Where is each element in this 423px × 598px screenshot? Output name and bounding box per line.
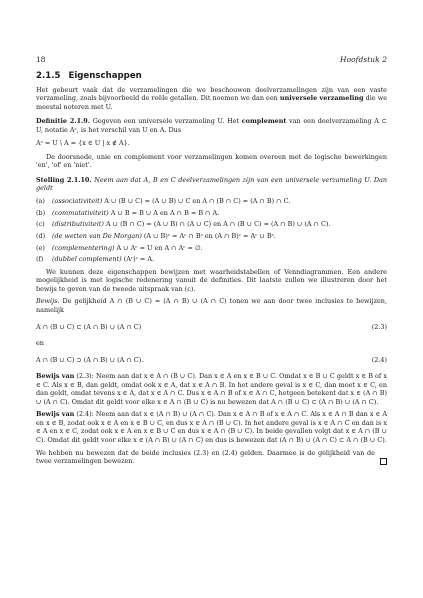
qed-square-icon — [380, 458, 387, 465]
equation-formula: A ∩ (B ∪ C) ⊃ (A ∩ B) ∪ (A ∩ C). — [36, 355, 144, 364]
item-formula: A ∪ B = B ∪ A en A ∩ B = B ∩ A. — [110, 208, 220, 217]
definition-term: complement — [241, 117, 287, 126]
page-number: 18 — [36, 55, 46, 64]
item-name: (complementering) — [52, 243, 115, 252]
intro-text: Het gebeurt vaak dat de verzamelingen die we beschouwen deelverzamelingen zijn van een vaste verzameling, zoals bijvoorbeeld de reële getallen. Dit noemen we dan een — [36, 85, 387, 103]
definition-formula: Aᶜ = U \ A = {x ∈ U | x ∉ A}. — [36, 139, 130, 148]
page-body — [36, 72, 387, 466]
definition-label: Definitie 2.1.9. — [36, 117, 91, 126]
proof-part-label: Bewijs van — [36, 410, 75, 419]
item-formula: A ∪ Aᶜ = U en A ∩ Aᶜ = ∅. — [116, 243, 203, 252]
chapter-title: Hoofdstuk 2 — [340, 55, 387, 64]
item-formula: (Aᶜ)ᶜ = A. — [123, 255, 155, 264]
definition-text-2: van een deelverzameling A ⊂ U, notatie Aᶜ, is het verschil van U en A. Dus — [36, 117, 388, 134]
item-label: (c) — [36, 220, 45, 229]
theorem — [36, 176, 387, 193]
proof-part-ref: (2.3): — [76, 372, 94, 381]
proof-part-text: Neem aan dat x ∈ A ∩ (B ∪ C). Dan x ∈ A en x ∈ B ∪ C. Omdat x ∈ B ∪ C geldt x ∈ B of x ∈ C. Als x ∈ B, dan geldt, omdat ook x ∈ A, dat x ∈ A ∩ B. In het andere geval is x ∈ C, dan moet x ∈ C, en dan geldt, omdat tevens x ∈ A, dat x ∈ A ∩ C. Dus x ∈ A ∩ B of x ∈ A ∩ C, hetgeen betekent dat x ∈ (A ∩ B) ∪ (A ∩ C). Omdat dit geldt voor elke x ∈ A ∩ (B ∪ C) is nu bewezen dat A ∩ (B ∪ C) ⊂ (A ∩ B) ∪ (A ∩ C). — [36, 372, 388, 406]
intro-term: universele verzameling — [279, 94, 364, 103]
proof-part-text: Neem aan dat x ∈ (A ∩ B) ∪ (A ∩ C). Dan x ∈ A ∩ B of x ∈ A ∩ C. Als x ∈ A ∩ B dan x ∈ A en x ∈ B, zodat ook x ∈ A en x ∈ B ∪ C, en dus x ∈ A ∩ (B ∪ C). In het andere geval is x ∈ A ∩ C en dan is x ∈ A en x ∈ C, zodat ook x ∈ A en x ∈ B ∪ C en dus x ∈ A ∩ (B ∪ C). In beide gevallen volgt dat x ∈ A ∩ (B ∪ C). Omdat dit geldt voor elke x ∈ (A ∩ B) ∪ (A ∩ C) en dus is bewezen dat (A ∩ B) ∪ (A ∩ C) ⊂ A ∩ (B ∪ C). — [36, 410, 388, 444]
equation-tag: (2.3) — [371, 322, 387, 331]
proof-part-ref: (2.4): — [76, 410, 94, 419]
equation-2-3 — [36, 323, 387, 332]
conclusion-block — [36, 449, 387, 466]
item-label: (b) — [36, 208, 46, 217]
item-formula: A ∪ (B ∩ C) = (A ∪ B) ∩ (A ∪ C) en A ∩ (B ∪ C) = (A ∩ B) ∪ (A ∩ C). — [105, 220, 331, 229]
operations-paragraph: De doorsnede, unie en complement voor verzamelingen komen overeen met de logische bewerkingen 'en', 'of' en 'niet'. — [36, 152, 387, 170]
list-item — [36, 220, 387, 229]
conclusion: We hebben nu bewezen dat de beide inclusies (2.3) en (2.4) gelden. Daarmee is de gelijkheid van de twee verzamelingen bewezen. — [36, 448, 375, 466]
item-label: (e) — [36, 243, 45, 252]
equation-2-4 — [36, 356, 387, 365]
item-name: (de wetten van De Morgan) — [52, 231, 142, 240]
list-item — [36, 244, 387, 253]
item-name: (dubbel complement) — [52, 255, 122, 264]
equation-formula: A ∩ (B ∪ C) ⊂ (A ∩ B) ∪ (A ∩ C) — [36, 322, 142, 331]
list-item — [36, 209, 387, 218]
section-heading — [36, 72, 387, 81]
section-title: Eigenschappen — [68, 71, 142, 81]
list-item — [36, 232, 387, 241]
proof-part-1 — [36, 372, 387, 406]
item-label: (a) — [36, 197, 45, 206]
proof-text: De gelijkheid A ∩ (B ∪ C) = (A ∩ B) ∪ (A ∩ C) tonen we aan door twee inclusies te bewijzen, namelijk — [36, 297, 387, 314]
intro-tail: die we meestal noteren met U. — [36, 94, 388, 111]
theorem-label: Stelling 2.1.10. — [36, 175, 92, 184]
list-item — [36, 255, 387, 264]
proof-label: Bewijs. — [36, 297, 60, 306]
item-name: (associativiteit) — [52, 197, 103, 206]
theorem-text: Neem aan dat A, B en C deelverzamelingen zijn van een universele verzameling U. Dan geldt — [36, 175, 388, 193]
item-label: (f) — [36, 255, 44, 264]
running-header — [36, 55, 387, 64]
item-formula: A ∪ (B ∪ C) = (A ∪ B) ∪ C en A ∩ (B ∩ C) = (A ∩ B) ∩ C. — [104, 197, 291, 206]
item-formula: (A ∪ B)ᶜ = Aᶜ ∩ Bᶜ en (A ∩ B)ᶜ = Aᶜ ∪ Bᶜ. — [143, 231, 276, 240]
list-item — [36, 197, 387, 206]
proof-part-label: Bewijs van — [36, 372, 75, 381]
theorem-list — [36, 197, 387, 264]
connective-en: en — [36, 339, 44, 348]
proof-part-2 — [36, 410, 387, 444]
proof-statement — [36, 297, 387, 314]
definition — [36, 117, 387, 134]
intro-paragraph — [36, 86, 387, 112]
proof-intro: We kunnen deze eigenschappen bewijzen met waarheidstabellen of Venndiagrammen. Een andere mogelijkheid is met logische redenering vanuit de definities. Dit laatste zullen we illustreren door het bewijs te geven van de tweede uitspraak van (c). — [36, 267, 387, 293]
definition-text: Gegeven een universele verzameling U. Het — [92, 117, 240, 126]
item-label: (d) — [36, 231, 46, 240]
item-name: (commutativiteit) — [52, 208, 109, 217]
section-number: 2.1.5 — [36, 71, 61, 81]
equation-tag: (2.4) — [371, 355, 387, 364]
item-name: (distributiviteit) — [52, 220, 104, 229]
